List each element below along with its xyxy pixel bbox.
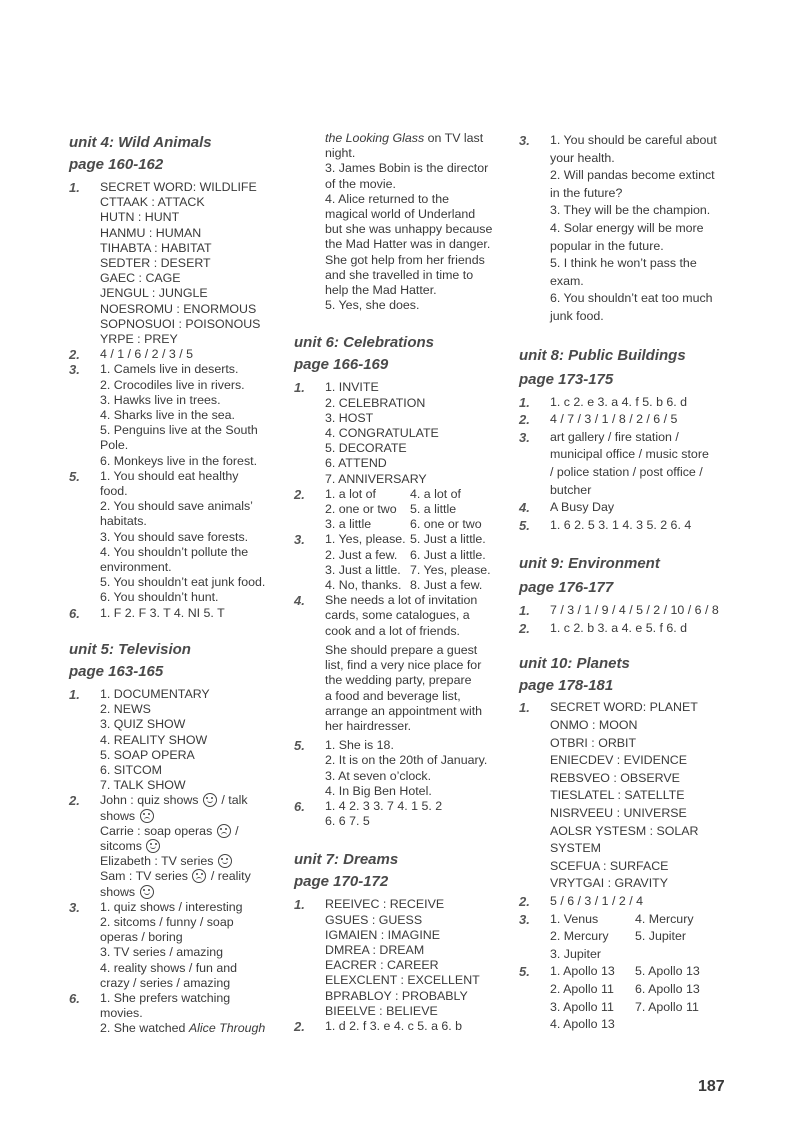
answer-line: 1. Apollo 13 xyxy=(550,964,615,979)
page-range: page 160-162 xyxy=(69,156,164,173)
answer-line: 5. Jupiter xyxy=(635,929,686,944)
exercise-number: 6. xyxy=(69,605,80,621)
answer-line: junk food. xyxy=(550,308,604,323)
exercise-number: 2. xyxy=(519,894,530,909)
answer-line: 6. Monkeys live in the forest. xyxy=(100,453,258,468)
unit-title: unit 6: Celebrations xyxy=(294,334,435,352)
column-2 xyxy=(294,131,506,1034)
answer-line: SCEFUA : SURFACE xyxy=(550,858,669,873)
answer-line: 6. ATTEND xyxy=(325,456,387,471)
answer-lines xyxy=(550,132,732,326)
answer-line: 1. You should eat healthy xyxy=(100,468,239,483)
answer-columns xyxy=(550,963,732,1033)
answer-line: 3. TV series / amazing xyxy=(100,945,224,960)
answer-line: popular in the future. xyxy=(550,238,664,253)
answer-line: Carrie : soap operas / xyxy=(100,823,239,838)
answer-line: YRPE : PREY xyxy=(100,332,178,347)
answer-line: 6. SITCOM xyxy=(100,762,162,777)
answer-line: the Looking Glass on TV last xyxy=(325,131,484,145)
answer-line: 5. Just a little. xyxy=(410,532,486,547)
answer-lines xyxy=(325,380,506,486)
answer-line: 4. You shouldn’t pollute the xyxy=(100,544,249,559)
answer-line: 3. You should save forests. xyxy=(100,529,249,544)
exercise-2 xyxy=(519,620,732,638)
answer-line: Pole. xyxy=(100,438,129,453)
answer-line: 6. Just a little. xyxy=(410,547,486,562)
exercise-6 xyxy=(69,991,287,1037)
answer-line: 2. It is on the 20th of January. xyxy=(325,753,488,768)
answer-line: 1. c 2. e 3. a 4. f 5. b 6. d xyxy=(550,394,688,409)
answer-line: 1. INVITE xyxy=(325,380,379,395)
page-range: page 170-172 xyxy=(294,873,389,891)
answer-line: 6. You shouldn’t eat too much xyxy=(550,291,713,306)
unit-title: unit 4: Wild Animals xyxy=(69,134,212,151)
exercise-number: 4. xyxy=(294,593,305,609)
answer-line: the wedding party, prepare xyxy=(325,673,472,688)
answer-line: GSUES : GUESS xyxy=(325,912,423,927)
exercise-3 xyxy=(69,900,287,991)
answer-line: 4 / 1 / 6 / 2 / 3 / 5 xyxy=(100,347,193,362)
answer-line: REEIVEC : RECEIVE xyxy=(325,897,445,912)
answer-line: 4. Alice returned to the xyxy=(325,191,449,206)
happy-face-icon xyxy=(203,793,217,807)
exercise-1 xyxy=(69,687,287,793)
column-3 xyxy=(519,132,732,1034)
exercise-number: 2. xyxy=(294,1018,305,1034)
answer-line: environment. xyxy=(100,560,172,575)
answer-lines xyxy=(100,606,287,621)
exercise-1 xyxy=(294,380,506,486)
answer-line: 4 / 7 / 3 / 1 / 8 / 2 / 6 / 5 xyxy=(550,412,678,427)
answer-line: 4. Mercury xyxy=(635,911,694,926)
answer-line: help the Mad Hatter. xyxy=(325,283,437,298)
answer-line: 2. one or two xyxy=(325,502,397,517)
page-range: page 178-181 xyxy=(519,677,614,695)
answer-lines xyxy=(100,991,287,1037)
exercise-number: 1. xyxy=(69,686,80,702)
exercise-number: 6. xyxy=(69,990,80,1006)
answer-line: 3. At seven o’clock. xyxy=(325,768,432,783)
exercise-2 xyxy=(69,347,287,362)
answer-line: Elizabeth : TV series xyxy=(100,854,287,869)
answer-line: 8. Just a few. xyxy=(410,578,483,593)
answer-line: night. xyxy=(325,146,356,161)
answer-line: SECRET WORD: WILDLIFE xyxy=(100,180,257,194)
exercise-number: 3. xyxy=(519,429,530,445)
answer-line: 2. Crocodiles live in rivers. xyxy=(100,377,245,392)
unit-title: unit 8: Public Buildings xyxy=(519,346,686,364)
answer-line: JENGUL : JUNGLE xyxy=(100,286,208,301)
answer-lines xyxy=(325,799,506,829)
answer-lines xyxy=(100,687,287,793)
answer-line: 4. CONGRATULATE xyxy=(325,426,439,441)
column-1 xyxy=(69,132,287,1037)
answer-lines xyxy=(550,499,732,517)
answer-line: CTTAAK : ATTACK xyxy=(100,195,205,210)
answer-line: magical world of Underland xyxy=(325,207,476,222)
answer-line: 4. In Big Ben Hotel. xyxy=(325,783,432,798)
exercise-number: 1. xyxy=(519,700,530,716)
exercise-3 xyxy=(69,362,287,468)
exercise-number: 5. xyxy=(69,468,80,484)
answer-line: 4. Apollo 13 xyxy=(550,1017,615,1032)
answer-line: 2. She watched Alice Through xyxy=(100,1021,266,1036)
answer-line: John : quiz shows / talk xyxy=(100,793,248,808)
answer-line: 5. I think he won’t pass the xyxy=(550,256,697,271)
answer-line: She needs a lot of invitation xyxy=(325,593,478,608)
unit-title: unit 10: Planets xyxy=(519,655,630,673)
answer-line: REBSVEO : OBSERVE xyxy=(550,770,680,785)
exercise-number: 5. xyxy=(519,517,530,533)
unit-title: unit 7: Dreams xyxy=(294,851,399,869)
exercise-number: 3. xyxy=(69,362,80,378)
answer-line: butcher xyxy=(550,482,592,497)
answer-lines xyxy=(325,1019,506,1034)
exercise-1 xyxy=(519,699,732,893)
answer-line: exam. xyxy=(550,273,584,288)
answer-line: crazy / series / amazing xyxy=(100,975,231,990)
answer-line: Sam : TV series / reality xyxy=(100,869,251,884)
answer-line: DMREA : DREAM xyxy=(325,942,425,957)
answer-line: the Mad Hatter was in danger. xyxy=(325,237,491,252)
answer-line: 1. c 2. b 3. a 4. e 5. f 6. d xyxy=(550,620,688,635)
answer-line: 1. DOCUMENTARY xyxy=(100,686,210,701)
answer-line: 2. Mercury xyxy=(550,929,609,944)
answer-lines xyxy=(550,411,732,429)
exercise-number: 2. xyxy=(519,412,530,428)
exercise-3 xyxy=(294,532,506,593)
answer-line: SYSTEM xyxy=(550,841,601,856)
answer-line: 2. CELEBRATION xyxy=(325,395,426,410)
answer-line: BIEELVE : BELIEVE xyxy=(325,1003,438,1018)
answer-line: EACRER : CAREER xyxy=(325,958,439,973)
answer-line: SECRET WORD: PLANET xyxy=(550,700,698,715)
answer-line: 3. Hawks live in trees. xyxy=(100,392,221,407)
unit-title: unit 5: Television xyxy=(69,640,191,658)
answer-line: 6. You shouldn’t hunt. xyxy=(100,590,219,605)
page-range: page 166-169 xyxy=(294,356,389,374)
answer-line: her hairdresser. xyxy=(325,718,412,733)
answer-line: 7. ANNIVERSARY xyxy=(325,471,427,486)
exercise-number: 5. xyxy=(294,738,305,754)
answer-line: VRYTGAI : GRAVITY xyxy=(550,876,668,891)
exercise-6-continued xyxy=(294,131,506,313)
answer-lines xyxy=(100,362,287,468)
answer-line: 1. You should be careful about xyxy=(550,133,717,147)
answer-line: 1. Camels live in deserts. xyxy=(100,362,239,377)
answer-line: / police station / post office / xyxy=(550,464,703,479)
answer-line: 1. Yes, please. xyxy=(325,532,406,547)
exercise-number: 3. xyxy=(519,911,530,927)
answer-line: list, find a very nice place for xyxy=(325,658,482,673)
happy-face-icon xyxy=(140,885,154,899)
answer-lines xyxy=(325,593,506,734)
answer-line: shows xyxy=(100,885,287,900)
answer-line: 6. 6 7. 5 xyxy=(325,814,370,829)
answer-line: 5. Yes, she does. xyxy=(325,298,420,313)
answer-line: operas / boring xyxy=(100,930,183,945)
answer-line: 4. REALITY SHOW xyxy=(100,732,208,747)
answer-line: 3. a little xyxy=(325,517,372,532)
answer-line: 1. Venus xyxy=(550,911,599,926)
exercise-5 xyxy=(294,738,506,799)
answer-line: 4. Solar energy will be more xyxy=(550,220,704,235)
answer-line: AOLSR YSTESM : SOLAR xyxy=(550,823,699,838)
answer-lines xyxy=(100,793,287,899)
answer-line: movies. xyxy=(100,1006,143,1021)
answer-line: 1. F 2. F 3. T 4. NI 5. T xyxy=(100,605,225,620)
answer-line: arrange an appointment with xyxy=(325,703,483,718)
answer-line: TIHABTA : HABITAT xyxy=(100,240,212,255)
exercise-3 xyxy=(519,429,732,499)
page-range: page 163-165 xyxy=(69,662,164,680)
answer-columns xyxy=(325,532,506,593)
answer-line: 1. 6 2. 5 3. 1 4. 3 5. 2 6. 4 xyxy=(550,517,692,532)
answer-lines xyxy=(325,131,506,313)
exercise-4 xyxy=(294,593,506,734)
exercise-1 xyxy=(69,180,287,347)
answer-line: 1. She prefers watching xyxy=(100,990,231,1005)
answer-line: 1. quiz shows / interesting xyxy=(100,899,243,914)
answer-columns xyxy=(325,487,506,533)
answer-line: 4. Sharks live in the sea. xyxy=(100,408,235,423)
happy-face-icon xyxy=(146,839,160,853)
exercise-2 xyxy=(69,793,287,899)
exercise-6 xyxy=(294,799,506,829)
answer-line: 5 / 6 / 3 / 1 / 2 / 4 xyxy=(550,894,643,908)
answer-lines xyxy=(550,517,732,535)
answer-line: ENIECDEV : EVIDENCE xyxy=(550,753,688,768)
answer-line: ONMO : MOON xyxy=(550,718,638,733)
answer-columns xyxy=(550,911,732,964)
answer-line: 4. No, thanks. xyxy=(325,578,402,593)
answer-line: sitcoms xyxy=(100,839,287,854)
italic-title: the Looking Glass xyxy=(325,131,425,145)
answer-line: 3. Just a little. xyxy=(325,562,401,577)
answer-line: A Busy Day xyxy=(550,500,615,515)
answer-line: 2. You should save animals’ xyxy=(100,499,253,514)
sad-face-icon xyxy=(140,809,154,823)
exercise-3 xyxy=(519,911,732,964)
answer-line: HUTN : HUNT xyxy=(100,210,180,225)
answer-line: 2. Apollo 11 xyxy=(550,981,614,996)
exercise-2 xyxy=(519,411,732,429)
exercise-number: 5. xyxy=(519,964,530,980)
answer-line: NOESROMU : ENORMOUS xyxy=(100,301,257,316)
answer-lines xyxy=(550,429,732,499)
answer-line: and she travelled in time to xyxy=(325,267,474,282)
answer-line: 1. a lot of xyxy=(325,486,376,501)
exercise-2 xyxy=(519,893,732,911)
answer-line: a food and beverage list, xyxy=(325,688,461,703)
page-range: page 173-175 xyxy=(519,370,614,388)
answer-line: 3. HOST xyxy=(325,410,374,425)
exercise-2 xyxy=(294,487,506,533)
answer-line: 7. Yes, please. xyxy=(410,562,491,577)
exercise-number: 2. xyxy=(69,793,80,809)
answer-lines xyxy=(550,394,732,412)
answer-line: TIESLATEL : SATELLTE xyxy=(550,788,685,803)
answer-line: 3. Jupiter xyxy=(550,946,601,961)
answer-line: habitats. xyxy=(100,514,147,529)
answer-line: 5. You shouldn’t eat junk food. xyxy=(100,575,266,590)
answer-line: She got help from her friends xyxy=(325,252,485,267)
answer-line: SEDTER : DESERT xyxy=(100,256,211,271)
answer-line: 5. a little xyxy=(410,502,457,517)
unit-title: unit 9: Environment xyxy=(519,555,660,573)
answer-line: but she was unhappy because xyxy=(325,222,493,237)
answer-line: 3. James Bobin is the director xyxy=(325,161,489,176)
answer-line: ELEXCLENT : EXCELLENT xyxy=(325,973,480,988)
exercise-number: 1. xyxy=(69,180,80,195)
answer-lines xyxy=(100,469,287,606)
answer-line: NISRVEEU : UNIVERSE xyxy=(550,806,687,821)
answer-line: SOPNOSUOI : POISONOUS xyxy=(100,316,261,331)
exercise-5 xyxy=(519,963,732,1033)
answer-line: 4. reality shows / fun and xyxy=(100,960,238,975)
answer-line: cards, some catalogues, a xyxy=(325,608,470,623)
answer-line: food. xyxy=(100,484,128,499)
answer-line: 5. DECORATE xyxy=(325,441,407,456)
answer-line: 6. one or two xyxy=(410,517,482,532)
exercise-number: 1. xyxy=(519,603,530,619)
answer-lines xyxy=(100,347,287,362)
exercise-5 xyxy=(69,469,287,606)
exercise-number: 1. xyxy=(519,394,530,410)
exercise-3 xyxy=(519,132,732,326)
answer-lines xyxy=(325,738,506,799)
happy-face-icon xyxy=(218,854,232,868)
exercise-number: 2. xyxy=(519,620,530,636)
answer-line: IGMAIEN : IMAGINE xyxy=(325,927,440,942)
answer-line: 3. QUIZ SHOW xyxy=(100,717,186,732)
answer-line: 4. a lot of xyxy=(410,486,461,501)
answer-line: 3. Apollo 11 xyxy=(550,999,614,1014)
exercise-number: 1. xyxy=(294,380,305,396)
answer-line: 2. Will pandas become extinct xyxy=(550,168,715,183)
exercise-number: 2. xyxy=(69,347,80,363)
exercise-1 xyxy=(519,602,732,620)
answer-line: of the movie. xyxy=(325,176,396,191)
answer-line: cook and a lot of friends. xyxy=(325,623,461,638)
exercise-4 xyxy=(519,499,732,517)
sad-face-icon xyxy=(192,869,206,883)
answer-line: 6. Apollo 13 xyxy=(635,981,700,996)
answer-line: OTBRI : ORBIT xyxy=(550,735,637,750)
exercise-number: 2. xyxy=(294,486,305,502)
answer-line: your health. xyxy=(550,150,615,165)
answer-lines xyxy=(100,900,287,991)
page-number: 187 xyxy=(698,1078,725,1095)
answer-line: 7. Apollo 11 xyxy=(635,999,699,1014)
page-range: page 176-177 xyxy=(519,579,614,597)
answer-line: 1. 4 2. 3 3. 7 4. 1 5. 2 xyxy=(325,798,443,813)
exercise-number: 1. xyxy=(294,897,305,913)
exercise-2 xyxy=(294,1019,506,1034)
answer-line: 2. NEWS xyxy=(100,702,151,717)
answer-line: 2. sitcoms / funny / soap xyxy=(100,914,234,929)
answer-line: 1. She is 18. xyxy=(325,738,394,753)
answer-line: 5. SOAP OPERA xyxy=(100,747,195,762)
answer-line: municipal office / music store xyxy=(550,447,709,462)
answer-line: art gallery / fire station / xyxy=(550,429,679,444)
answer-lines xyxy=(100,180,287,347)
answer-line: 3. They will be the champion. xyxy=(550,203,711,218)
exercise-number: 3. xyxy=(294,532,305,548)
answer-line: HANMU : HUMAN xyxy=(100,225,202,240)
answer-line: 5. Apollo 13 xyxy=(635,964,700,979)
answer-line: 2. Just a few. xyxy=(325,547,398,562)
exercise-number: 3. xyxy=(519,133,530,148)
answer-line: in the future? xyxy=(550,185,623,200)
answer-line: She should prepare a guest xyxy=(325,642,478,657)
exercise-5 xyxy=(519,517,732,535)
exercise-number: 6. xyxy=(294,798,305,814)
answer-lines xyxy=(550,602,732,620)
exercise-number: 3. xyxy=(69,899,80,915)
italic-title: Alice Through xyxy=(188,1021,266,1036)
sad-face-icon xyxy=(217,824,231,838)
answer-line: 1. d 2. f 3. e 4. c 5. a 6. b xyxy=(325,1018,463,1033)
exercise-6 xyxy=(69,606,287,621)
answer-line: BPRABLOY : PROBABLY xyxy=(325,988,468,1003)
exercise-1 xyxy=(294,897,506,1019)
answer-lines xyxy=(550,699,732,893)
answer-line: 5. Penguins live at the South xyxy=(100,423,258,438)
exercise-number: 4. xyxy=(519,500,530,516)
answer-lines xyxy=(550,893,732,911)
exercise-1 xyxy=(519,394,732,412)
answer-lines xyxy=(550,620,732,638)
answer-line: 7 / 3 / 1 / 9 / 4 / 5 / 2 / 10 / 6 / 8 xyxy=(550,603,719,618)
answer-line: GAEC : CAGE xyxy=(100,271,181,286)
answer-lines xyxy=(325,897,506,1019)
answer-line: shows xyxy=(100,809,287,824)
answer-line: 7. TALK SHOW xyxy=(100,778,186,793)
